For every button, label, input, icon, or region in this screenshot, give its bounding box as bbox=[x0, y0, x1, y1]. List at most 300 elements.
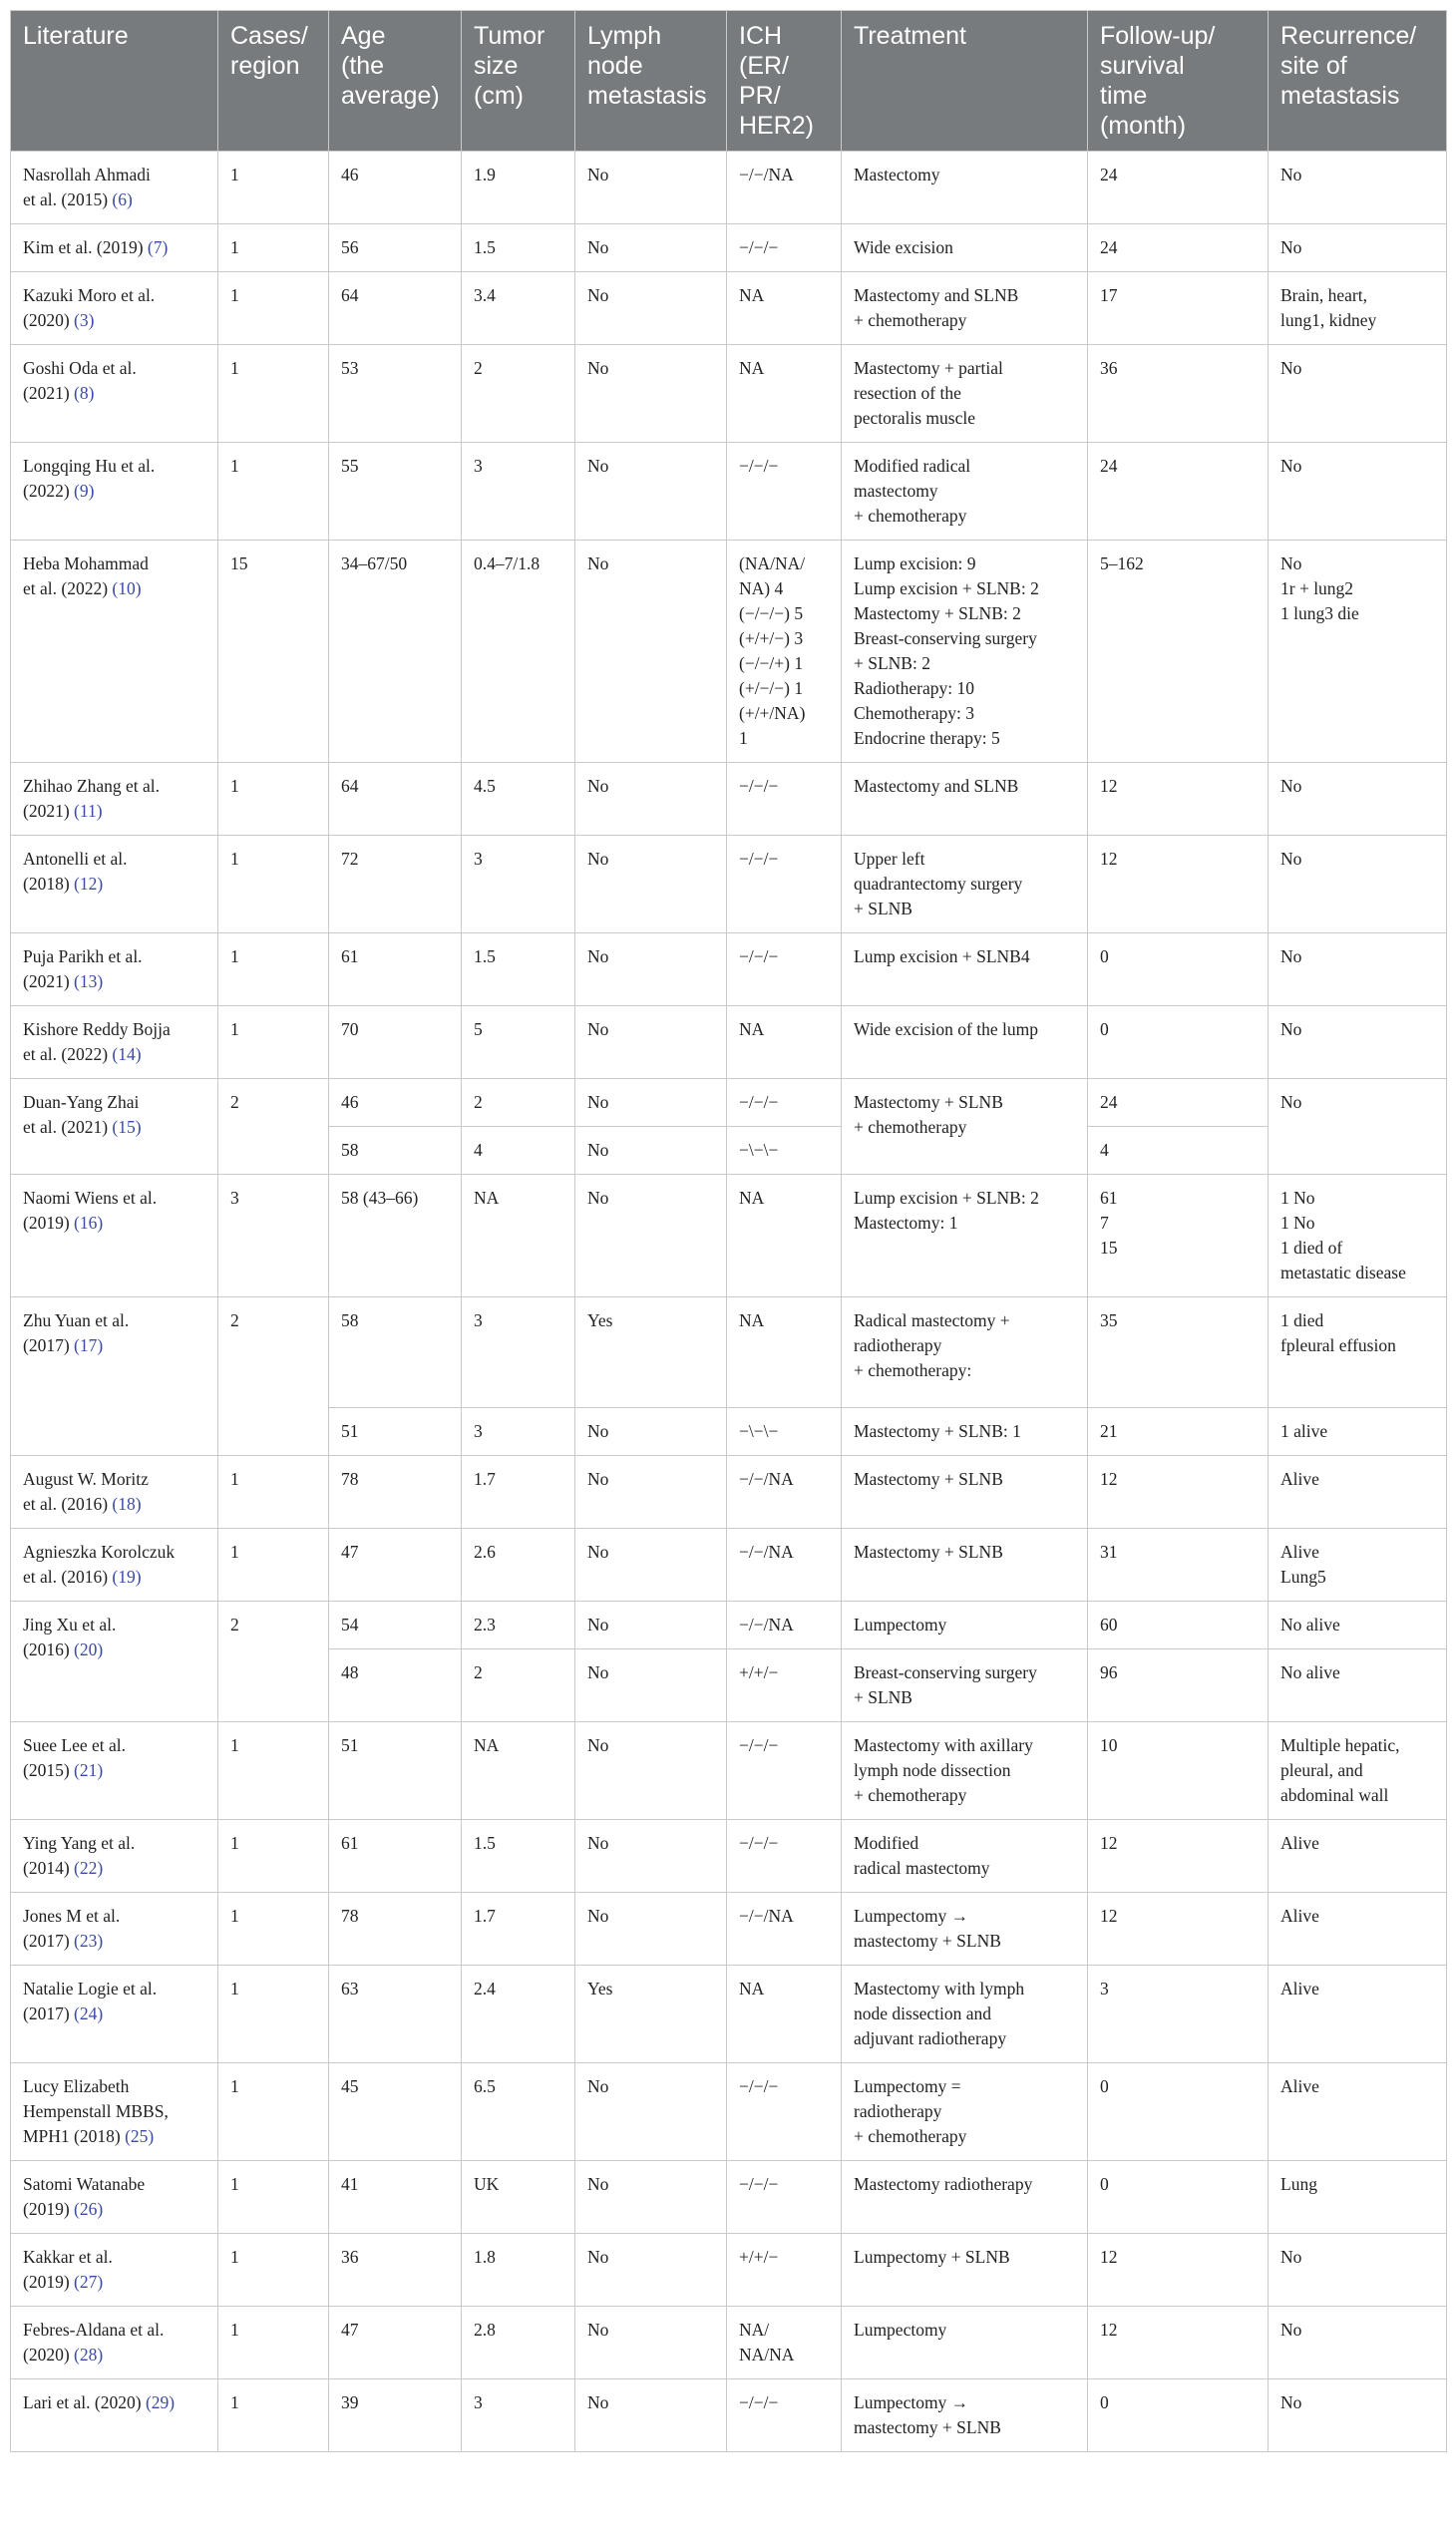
cell-follow-up: 0 bbox=[1088, 2379, 1269, 2452]
table-row bbox=[11, 1529, 1447, 1602]
table-row bbox=[11, 1966, 1447, 2063]
cell-age: 45 bbox=[329, 2063, 462, 2161]
cell-recurrence: Alive bbox=[1269, 1456, 1447, 1529]
cell-size: 4 bbox=[462, 1127, 575, 1175]
cell-treatment: Breast-conserving surgery + SLNB bbox=[842, 1649, 1088, 1722]
cell-age: 78 bbox=[329, 1893, 462, 1966]
cell-ich: −/−/− bbox=[727, 2161, 842, 2234]
cell-follow-up: 12 bbox=[1088, 2307, 1269, 2379]
header-row bbox=[11, 11, 1447, 152]
reference-link[interactable]: (9) bbox=[74, 481, 95, 501]
table-row bbox=[11, 345, 1447, 443]
cell-size: UK bbox=[462, 2161, 575, 2234]
cell-size: 1.7 bbox=[462, 1456, 575, 1529]
cell-recurrence: No bbox=[1269, 1079, 1447, 1175]
cell-ich: NA/ NA/NA bbox=[727, 2307, 842, 2379]
cell-ich: −/−/− bbox=[727, 224, 842, 272]
cell-ich: −/−/NA bbox=[727, 152, 842, 224]
reference-link[interactable]: (11) bbox=[74, 801, 103, 821]
cell-literature: Suee Lee et al. (2015) (21) bbox=[11, 1722, 218, 1820]
cell-lymph: No bbox=[575, 1006, 727, 1079]
cell-age: 48 bbox=[329, 1649, 462, 1722]
cell-recurrence: No bbox=[1269, 443, 1447, 541]
cell-literature: Zhu Yuan et al. (2017) (17) bbox=[11, 1297, 218, 1456]
cell-literature: Jing Xu et al. (2016) (20) bbox=[11, 1602, 218, 1722]
cell-treatment: Lump excision: 9 Lump excision + SLNB: 2 Mastectomy + SLNB: 2 Breast-conserving surgery + SLNB: 2 Radiotherapy: 10 Chemotherapy: 3 Endocrine therapy: 5 bbox=[842, 541, 1088, 763]
reference-link[interactable]: (15) bbox=[112, 1117, 142, 1137]
cell-lymph: No bbox=[575, 1820, 727, 1893]
table-row bbox=[11, 1175, 1447, 1297]
reference-link[interactable]: (16) bbox=[74, 1213, 104, 1233]
cell-ich: −/−/NA bbox=[727, 1602, 842, 1649]
reference-link[interactable]: (7) bbox=[147, 237, 169, 257]
header-follow-up: Follow-up/ survival time (month) bbox=[1088, 11, 1269, 152]
cell-follow-up: 10 bbox=[1088, 1722, 1269, 1820]
cell-ich: NA bbox=[727, 1297, 842, 1408]
reference-link[interactable]: (29) bbox=[145, 2392, 176, 2412]
cell-age: 46 bbox=[329, 1079, 462, 1127]
cell-ich: −/−/− bbox=[727, 763, 842, 836]
cell-ich: NA bbox=[727, 272, 842, 345]
cell-age: 61 bbox=[329, 933, 462, 1006]
cell-recurrence: No bbox=[1269, 836, 1447, 933]
cell-cases: 1 bbox=[218, 224, 329, 272]
cell-literature: Zhihao Zhang et al. (2021) (11) bbox=[11, 763, 218, 836]
cell-follow-up: 3 bbox=[1088, 1966, 1269, 2063]
cell-recurrence: No bbox=[1269, 2379, 1447, 2452]
cell-age: 46 bbox=[329, 152, 462, 224]
literature-table-container bbox=[10, 10, 1446, 2452]
cell-literature: Kim et al. (2019) (7) bbox=[11, 224, 218, 272]
cell-age: 39 bbox=[329, 2379, 462, 2452]
reference-link[interactable]: (10) bbox=[112, 578, 142, 598]
cell-lymph: No bbox=[575, 345, 727, 443]
cell-treatment: Lumpectomy bbox=[842, 2307, 1088, 2379]
cell-follow-up: 12 bbox=[1088, 1456, 1269, 1529]
cell-ich: +/+/− bbox=[727, 1649, 842, 1722]
cell-cases: 2 bbox=[218, 1602, 329, 1722]
cell-age: 54 bbox=[329, 1602, 462, 1649]
cell-size: 2.3 bbox=[462, 1602, 575, 1649]
cell-literature: Antonelli et al. (2018) (12) bbox=[11, 836, 218, 933]
cell-recurrence: No 1r + lung2 1 lung3 die bbox=[1269, 541, 1447, 763]
cell-treatment: Lump excision + SLNB4 bbox=[842, 933, 1088, 1006]
cell-follow-up: 12 bbox=[1088, 2234, 1269, 2307]
cell-ich: −/−/− bbox=[727, 1820, 842, 1893]
reference-link[interactable]: (13) bbox=[74, 971, 104, 991]
reference-link[interactable]: (3) bbox=[74, 310, 95, 330]
cell-lymph: No bbox=[575, 2234, 727, 2307]
cell-treatment: Mastectomy and SLNB + chemotherapy bbox=[842, 272, 1088, 345]
cell-size: NA bbox=[462, 1175, 575, 1297]
table-row bbox=[11, 763, 1447, 836]
cell-follow-up: 31 bbox=[1088, 1529, 1269, 1602]
cell-ich: −/−/NA bbox=[727, 1456, 842, 1529]
table-row bbox=[11, 272, 1447, 345]
cell-lymph: No bbox=[575, 836, 727, 933]
cell-lymph: No bbox=[575, 933, 727, 1006]
cell-follow-up: 4 bbox=[1088, 1127, 1269, 1175]
reference-link[interactable]: (21) bbox=[74, 1760, 104, 1780]
cell-follow-up: 36 bbox=[1088, 345, 1269, 443]
cell-size: 3 bbox=[462, 836, 575, 933]
cell-cases: 1 bbox=[218, 1529, 329, 1602]
cell-lymph: No bbox=[575, 2307, 727, 2379]
cell-size: 1.8 bbox=[462, 2234, 575, 2307]
cell-recurrence: Alive bbox=[1269, 2063, 1447, 2161]
cell-follow-up: 96 bbox=[1088, 1649, 1269, 1722]
cell-ich: −/−/− bbox=[727, 933, 842, 1006]
cell-follow-up: 0 bbox=[1088, 1006, 1269, 1079]
cell-ich: −/−/NA bbox=[727, 1529, 842, 1602]
cell-lymph: No bbox=[575, 1602, 727, 1649]
cell-recurrence: 1 alive bbox=[1269, 1408, 1447, 1456]
cell-lymph: No bbox=[575, 1722, 727, 1820]
cell-age: 58 (43–66) bbox=[329, 1175, 462, 1297]
cell-lymph: No bbox=[575, 763, 727, 836]
cell-follow-up: 12 bbox=[1088, 836, 1269, 933]
cell-size: 2 bbox=[462, 1649, 575, 1722]
cell-age: 58 bbox=[329, 1127, 462, 1175]
cell-literature: Nasrollah Ahmadi et al. (2015) (6) bbox=[11, 152, 218, 224]
cell-lymph: No bbox=[575, 1893, 727, 1966]
cell-cases: 2 bbox=[218, 1079, 329, 1175]
cell-age: 56 bbox=[329, 224, 462, 272]
table-row bbox=[11, 224, 1447, 272]
table-row bbox=[11, 1893, 1447, 1966]
cell-ich: −/−/− bbox=[727, 2379, 842, 2452]
cell-recurrence: No bbox=[1269, 152, 1447, 224]
cell-ich: −/−/− bbox=[727, 1722, 842, 1820]
cell-recurrence: No alive bbox=[1269, 1602, 1447, 1649]
cell-ich: −/−/− bbox=[727, 836, 842, 933]
cell-lymph: No bbox=[575, 1175, 727, 1297]
cell-recurrence: No alive bbox=[1269, 1649, 1447, 1722]
cell-follow-up: 0 bbox=[1088, 933, 1269, 1006]
cell-ich: −/−/− bbox=[727, 2063, 842, 2161]
cell-follow-up: 24 bbox=[1088, 224, 1269, 272]
reference-link[interactable]: (6) bbox=[112, 189, 133, 209]
table-row bbox=[11, 443, 1447, 541]
table-row bbox=[11, 2379, 1447, 2452]
reference-link[interactable]: (19) bbox=[112, 1567, 142, 1587]
cell-treatment: Lumpectomy bbox=[842, 1602, 1088, 1649]
cell-age: 64 bbox=[329, 272, 462, 345]
table-row bbox=[11, 152, 1447, 224]
reference-link[interactable]: (26) bbox=[74, 2199, 104, 2219]
cell-treatment: Radical mastectomy + radiotherapy + chemotherapy: bbox=[842, 1297, 1088, 1408]
cell-age: 58 bbox=[329, 1297, 462, 1408]
cell-cases: 1 bbox=[218, 152, 329, 224]
cell-age: 55 bbox=[329, 443, 462, 541]
cell-follow-up: 12 bbox=[1088, 1893, 1269, 1966]
header-ich: ICH (ER/ PR/ HER2) bbox=[727, 11, 842, 152]
cell-cases: 1 bbox=[218, 2161, 329, 2234]
reference-link[interactable]: (22) bbox=[74, 1858, 104, 1878]
cell-ich: (NA/NA/ NA) 4 (−/−/−) 5 (+/+/−) 3 (−/−/+) 1 (+/−/−) 1 (+/+/NA) 1 bbox=[727, 541, 842, 763]
table-row bbox=[11, 1602, 1447, 1649]
cell-size: 3 bbox=[462, 1408, 575, 1456]
cell-cases: 1 bbox=[218, 1820, 329, 1893]
header-tumor-size: Tumor size (cm) bbox=[462, 11, 575, 152]
reference-link[interactable]: (20) bbox=[74, 1639, 104, 1659]
cell-follow-up: 12 bbox=[1088, 763, 1269, 836]
cell-cases: 1 bbox=[218, 2063, 329, 2161]
cell-ich: NA bbox=[727, 345, 842, 443]
cell-size: 1.5 bbox=[462, 933, 575, 1006]
cell-recurrence: No bbox=[1269, 345, 1447, 443]
cell-treatment: Lumpectomy = radiotherapy + chemotherapy bbox=[842, 2063, 1088, 2161]
literature-review-table bbox=[10, 10, 1447, 2452]
header-age: Age (the average) bbox=[329, 11, 462, 152]
cell-ich: −/−/NA bbox=[727, 1893, 842, 1966]
cell-age: 36 bbox=[329, 2234, 462, 2307]
cell-cases: 1 bbox=[218, 345, 329, 443]
cell-age: 72 bbox=[329, 836, 462, 933]
cell-recurrence: 1 died fpleural effusion bbox=[1269, 1297, 1447, 1408]
cell-size: 1.5 bbox=[462, 1820, 575, 1893]
cell-treatment: Mastectomy + SLNB: 1 bbox=[842, 1408, 1088, 1456]
cell-recurrence: Multiple hepatic, pleural, and abdominal wall bbox=[1269, 1722, 1447, 1820]
cell-age: 78 bbox=[329, 1456, 462, 1529]
cell-lymph: No bbox=[575, 2379, 727, 2452]
reference-link[interactable]: (27) bbox=[74, 2272, 104, 2292]
header-lymph-node: Lymph node metastasis bbox=[575, 11, 727, 152]
cell-treatment: Mastectomy + SLNB + chemotherapy bbox=[842, 1079, 1088, 1175]
reference-link[interactable]: (28) bbox=[74, 2345, 104, 2365]
cell-recurrence: 1 No 1 No 1 died of metastatic disease bbox=[1269, 1175, 1447, 1297]
cell-ich: −/−/− bbox=[727, 443, 842, 541]
cell-follow-up: 24 bbox=[1088, 1079, 1269, 1127]
cell-lymph: No bbox=[575, 1408, 727, 1456]
cell-literature: Kishore Reddy Bojja et al. (2022) (14) bbox=[11, 1006, 218, 1079]
cell-cases: 1 bbox=[218, 933, 329, 1006]
cell-ich: −\−\− bbox=[727, 1408, 842, 1456]
cell-literature: Jones M et al. (2017) (23) bbox=[11, 1893, 218, 1966]
cell-follow-up: 24 bbox=[1088, 152, 1269, 224]
reference-link[interactable]: (23) bbox=[74, 1931, 104, 1951]
cell-literature: Kazuki Moro et al. (2020) (3) bbox=[11, 272, 218, 345]
table-row bbox=[11, 2161, 1447, 2234]
reference-link[interactable]: (12) bbox=[74, 874, 104, 894]
cell-size: 3 bbox=[462, 2379, 575, 2452]
cell-age: 47 bbox=[329, 1529, 462, 1602]
cell-lymph: No bbox=[575, 2063, 727, 2161]
table-row bbox=[11, 1079, 1447, 1127]
cell-follow-up: 35 bbox=[1088, 1297, 1269, 1408]
cell-treatment: Mastectomy bbox=[842, 152, 1088, 224]
cell-lymph: No bbox=[575, 224, 727, 272]
cell-age: 51 bbox=[329, 1408, 462, 1456]
table-row bbox=[11, 1006, 1447, 1079]
cell-lymph: Yes bbox=[575, 1297, 727, 1408]
cell-treatment: Lumpectomy → mastectomy + SLNB bbox=[842, 1893, 1088, 1966]
cell-literature: Goshi Oda et al. (2021) (8) bbox=[11, 345, 218, 443]
header-literature: Literature bbox=[11, 11, 218, 152]
cell-treatment: Lump excision + SLNB: 2 Mastectomy: 1 bbox=[842, 1175, 1088, 1297]
cell-size: 1.9 bbox=[462, 152, 575, 224]
cell-recurrence: No bbox=[1269, 2307, 1447, 2379]
table-row bbox=[11, 836, 1447, 933]
reference-link[interactable]: (8) bbox=[74, 383, 95, 403]
cell-literature: Heba Mohammad et al. (2022) (10) bbox=[11, 541, 218, 763]
cell-lymph: No bbox=[575, 152, 727, 224]
cell-cases: 1 bbox=[218, 272, 329, 345]
cell-size: 3.4 bbox=[462, 272, 575, 345]
cell-size: 3 bbox=[462, 443, 575, 541]
table-row bbox=[11, 2307, 1447, 2379]
cell-ich: −\−\− bbox=[727, 1127, 842, 1175]
header-cases-region: Cases/ region bbox=[218, 11, 329, 152]
reference-link[interactable]: (24) bbox=[74, 2003, 104, 2023]
cell-follow-up: 12 bbox=[1088, 1820, 1269, 1893]
table-row bbox=[11, 1820, 1447, 1893]
cell-lymph: No bbox=[575, 541, 727, 763]
table-row bbox=[11, 933, 1447, 1006]
cell-lymph: No bbox=[575, 1529, 727, 1602]
cell-cases: 1 bbox=[218, 1722, 329, 1820]
cell-ich: NA bbox=[727, 1175, 842, 1297]
cell-treatment: Lumpectomy → mastectomy + SLNB bbox=[842, 2379, 1088, 2452]
cell-age: 51 bbox=[329, 1722, 462, 1820]
cell-size: 2.6 bbox=[462, 1529, 575, 1602]
cell-treatment: Modified radical mastectomy bbox=[842, 1820, 1088, 1893]
cell-cases: 1 bbox=[218, 2379, 329, 2452]
cell-treatment: Mastectomy and SLNB bbox=[842, 763, 1088, 836]
cell-cases: 1 bbox=[218, 2307, 329, 2379]
cell-literature: Lari et al. (2020) (29) bbox=[11, 2379, 218, 2452]
reference-link[interactable]: (18) bbox=[112, 1494, 142, 1514]
cell-treatment: Mastectomy + partial resection of the pectoralis muscle bbox=[842, 345, 1088, 443]
cell-literature: Puja Parikh et al. (2021) (13) bbox=[11, 933, 218, 1006]
cell-recurrence: Alive bbox=[1269, 1966, 1447, 2063]
cell-recurrence: No bbox=[1269, 763, 1447, 836]
cell-lymph: No bbox=[575, 1079, 727, 1127]
cell-lymph: Yes bbox=[575, 1966, 727, 2063]
cell-ich: −/−/− bbox=[727, 1079, 842, 1127]
cell-lymph: No bbox=[575, 2161, 727, 2234]
header-treatment: Treatment bbox=[842, 11, 1088, 152]
cell-ich: NA bbox=[727, 1966, 842, 2063]
reference-link[interactable]: (14) bbox=[112, 1044, 142, 1064]
cell-follow-up: 21 bbox=[1088, 1408, 1269, 1456]
cell-recurrence: No bbox=[1269, 1006, 1447, 1079]
cell-recurrence: Brain, heart, lung1, kidney bbox=[1269, 272, 1447, 345]
cell-treatment: Wide excision of the lump bbox=[842, 1006, 1088, 1079]
reference-link[interactable]: (25) bbox=[125, 2126, 155, 2146]
cell-cases: 1 bbox=[218, 763, 329, 836]
cell-lymph: No bbox=[575, 1649, 727, 1722]
cell-recurrence: No bbox=[1269, 2234, 1447, 2307]
cell-follow-up: 0 bbox=[1088, 2161, 1269, 2234]
cell-follow-up: 0 bbox=[1088, 2063, 1269, 2161]
cell-size: 5 bbox=[462, 1006, 575, 1079]
cell-cases: 1 bbox=[218, 443, 329, 541]
cell-cases: 1 bbox=[218, 1006, 329, 1079]
cell-recurrence: Lung bbox=[1269, 2161, 1447, 2234]
cell-literature: Natalie Logie et al. (2017) (24) bbox=[11, 1966, 218, 2063]
cell-size: 1.5 bbox=[462, 224, 575, 272]
cell-treatment: Mastectomy with lymph node dissection and adjuvant radiotherapy bbox=[842, 1966, 1088, 2063]
cell-age: 41 bbox=[329, 2161, 462, 2234]
cell-treatment: Wide excision bbox=[842, 224, 1088, 272]
header-recurrence: Recurrence/ site of metastasis bbox=[1269, 11, 1447, 152]
cell-cases: 3 bbox=[218, 1175, 329, 1297]
cell-treatment: Mastectomy + SLNB bbox=[842, 1529, 1088, 1602]
cell-literature: Agnieszka Korolczuk et al. (2016) (19) bbox=[11, 1529, 218, 1602]
cell-recurrence: No bbox=[1269, 224, 1447, 272]
cell-literature: Longqing Hu et al. (2022) (9) bbox=[11, 443, 218, 541]
cell-follow-up: 24 bbox=[1088, 443, 1269, 541]
cell-follow-up: 60 bbox=[1088, 1602, 1269, 1649]
cell-cases: 1 bbox=[218, 836, 329, 933]
cell-literature: Kakkar et al. (2019) (27) bbox=[11, 2234, 218, 2307]
cell-age: 70 bbox=[329, 1006, 462, 1079]
cell-treatment: Modified radical mastectomy + chemotherapy bbox=[842, 443, 1088, 541]
cell-ich: +/+/− bbox=[727, 2234, 842, 2307]
cell-recurrence: Alive Lung5 bbox=[1269, 1529, 1447, 1602]
cell-lymph: No bbox=[575, 443, 727, 541]
cell-size: 2 bbox=[462, 345, 575, 443]
cell-age: 34–67/50 bbox=[329, 541, 462, 763]
cell-size: 1.7 bbox=[462, 1893, 575, 1966]
cell-size: 4.5 bbox=[462, 763, 575, 836]
cell-recurrence: No bbox=[1269, 933, 1447, 1006]
cell-treatment: Upper left quadrantectomy surgery + SLNB bbox=[842, 836, 1088, 933]
cell-cases: 2 bbox=[218, 1297, 329, 1456]
cell-age: 61 bbox=[329, 1820, 462, 1893]
cell-cases: 1 bbox=[218, 1966, 329, 2063]
cell-literature: Satomi Watanabe (2019) (26) bbox=[11, 2161, 218, 2234]
cell-treatment: Mastectomy + SLNB bbox=[842, 1456, 1088, 1529]
cell-age: 63 bbox=[329, 1966, 462, 2063]
cell-cases: 15 bbox=[218, 541, 329, 763]
cell-ich: NA bbox=[727, 1006, 842, 1079]
table-row bbox=[11, 541, 1447, 763]
cell-literature: August W. Moritz et al. (2016) (18) bbox=[11, 1456, 218, 1529]
cell-age: 47 bbox=[329, 2307, 462, 2379]
cell-treatment: Mastectomy with axillary lymph node dissection + chemotherapy bbox=[842, 1722, 1088, 1820]
cell-treatment: Lumpectomy + SLNB bbox=[842, 2234, 1088, 2307]
table-row bbox=[11, 2234, 1447, 2307]
table-row bbox=[11, 1722, 1447, 1820]
cell-lymph: No bbox=[575, 1456, 727, 1529]
cell-literature: Duan-Yang Zhai et al. (2021) (15) bbox=[11, 1079, 218, 1175]
table-row bbox=[11, 1456, 1447, 1529]
cell-lymph: No bbox=[575, 272, 727, 345]
cell-follow-up: 5–162 bbox=[1088, 541, 1269, 763]
cell-treatment: Mastectomy radiotherapy bbox=[842, 2161, 1088, 2234]
cell-literature: Lucy Elizabeth Hempenstall MBBS, MPH1 (2018) (25) bbox=[11, 2063, 218, 2161]
cell-recurrence: Alive bbox=[1269, 1820, 1447, 1893]
cell-age: 53 bbox=[329, 345, 462, 443]
cell-size: NA bbox=[462, 1722, 575, 1820]
cell-literature: Naomi Wiens et al. (2019) (16) bbox=[11, 1175, 218, 1297]
reference-link[interactable]: (17) bbox=[74, 1335, 104, 1355]
cell-literature: Ying Yang et al. (2014) (22) bbox=[11, 1820, 218, 1893]
cell-size: 2 bbox=[462, 1079, 575, 1127]
cell-literature: Febres-Aldana et al. (2020) (28) bbox=[11, 2307, 218, 2379]
table-row bbox=[11, 1297, 1447, 1408]
cell-age: 64 bbox=[329, 763, 462, 836]
cell-size: 2.4 bbox=[462, 1966, 575, 2063]
cell-cases: 1 bbox=[218, 1893, 329, 1966]
cell-size: 3 bbox=[462, 1297, 575, 1408]
cell-size: 0.4–7/1.8 bbox=[462, 541, 575, 763]
cell-recurrence: Alive bbox=[1269, 1893, 1447, 1966]
cell-lymph: No bbox=[575, 1127, 727, 1175]
cell-size: 2.8 bbox=[462, 2307, 575, 2379]
